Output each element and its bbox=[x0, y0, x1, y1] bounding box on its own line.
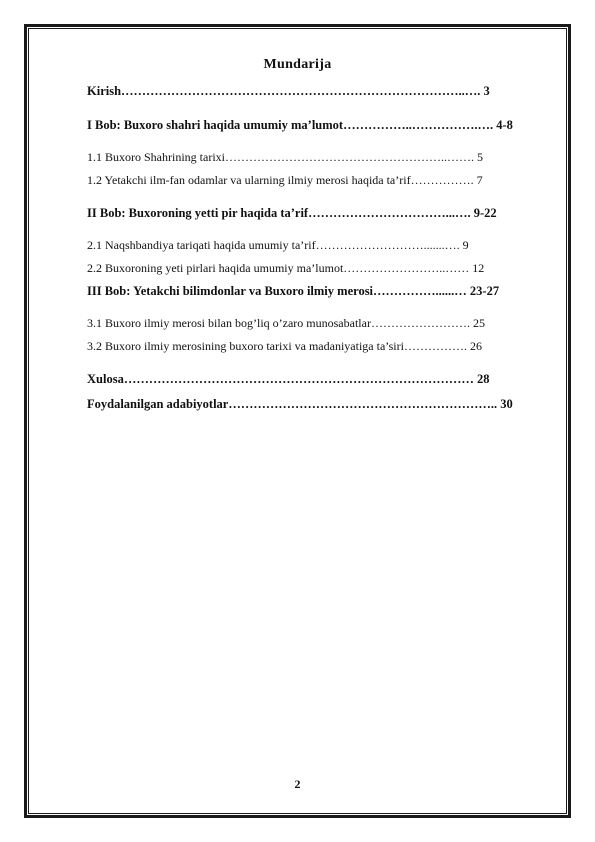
toc-entry-section-3-2: 3.2 Buxoro ilmiy merosining buxoro tarixi va madaniyatiga ta’siri……………. 26 bbox=[87, 339, 482, 353]
page-number: 2 bbox=[294, 777, 301, 791]
toc-entry-section-2-1: 2.1 Naqshbandiya tariqati haqida umumiy ta’rif……………………….......…. 9 bbox=[87, 238, 469, 252]
toc-entry-kirish: Kirish………………………………………………………………………..…. 3 bbox=[87, 84, 490, 98]
page-title: Mundarija bbox=[263, 57, 332, 72]
toc-entry-xulosa: Xulosa………………………………………………………………………… 28 bbox=[87, 372, 490, 386]
toc-entry-section-1-2: 1.2 Yetakchi ilm-fan odamlar va ularning ilmiy merosi haqida ta’rif……………. 7 bbox=[87, 173, 483, 187]
toc-entry-chapter-2: II Bob: Buxoroning yetti pir haqida ta’rif……………………………...…. 9-22 bbox=[87, 206, 497, 220]
page-border-inner bbox=[28, 28, 567, 814]
toc-entry-section-1-1: 1.1 Buxoro Shahrining tarixi………………………………………………..……. 5 bbox=[87, 150, 483, 164]
toc-entry-section-2-2: 2.2 Buxoroning yeti pirlari haqida umumiy ma’lumot……………………..…… 12 bbox=[87, 261, 485, 275]
toc-entry-references: Foydalanilgan adabiyotlar……………………………………………………….. 30 bbox=[87, 397, 513, 411]
toc-entry-chapter-1: I Bob: Buxoro shahri haqida umumiy ma’lumot……………..…………….…. 4-8 bbox=[87, 118, 513, 132]
toc-entry-section-3-1: 3.1 Buxoro ilmiy merosi bilan bog’liq o’zaro munosabatlar……………………. 25 bbox=[87, 316, 485, 330]
toc-entry-chapter-3: III Bob: Yetakchi bilimdonlar va Buxoro ilmiy merosi……………......… 23-27 bbox=[87, 284, 500, 298]
